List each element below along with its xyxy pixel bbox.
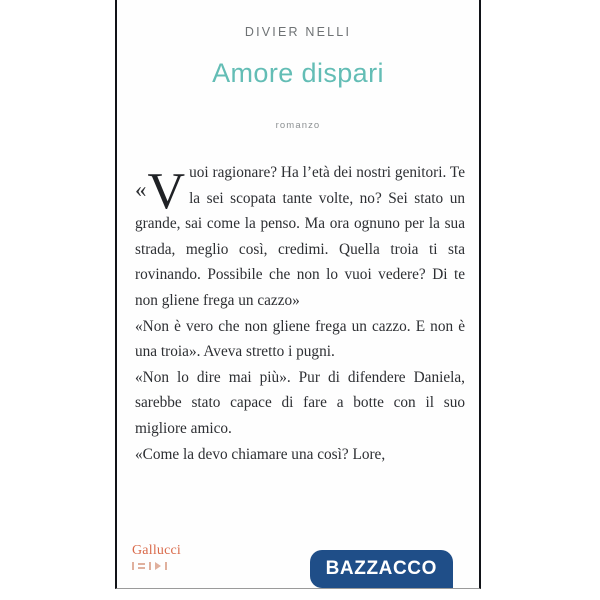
cover-header (117, 0, 479, 130)
glyph-bar-icon (149, 562, 151, 570)
imprint-badge: BAZZACCO (310, 550, 453, 588)
dropcap-letter: V (147, 163, 186, 221)
book-page (115, 0, 481, 589)
dropcap-cluster (135, 160, 186, 221)
excerpt-paragraph-1 (135, 160, 465, 314)
author-name: DIVIER NELLI (244, 25, 352, 39)
cover-footer (117, 532, 479, 588)
publisher-logo (132, 544, 204, 570)
glyph-equals-icon (138, 562, 145, 570)
excerpt-paragraph-2: «Non è vero che non gliene frega un cazzo. E non è una troia». Aveva stretto i pugni. (135, 317, 465, 361)
book-title: Amore dispari (212, 57, 384, 88)
excerpt-paragraph-4: «Come la devo chiamare una così? Lore, (135, 445, 386, 463)
open-guillemet-icon: « (135, 177, 147, 202)
publisher-wordmark: Gallucci (132, 543, 182, 558)
excerpt-text-block (135, 160, 465, 467)
glyph-bar-icon (165, 562, 167, 570)
glyph-bar-icon (132, 562, 134, 570)
book-subtitle: romanzo (275, 119, 321, 131)
excerpt-paragraph-1-text: uoi ragionare? Ha l’età dei nostri genitori. Te la sei scopata tante volte, no? Sei stato un grande, sai come la penso. Ma ora ognuno per la sua strada, meglio così, credimi. Quella troia ti sta rovinando. Possibile che non lo vuoi vedere? Di te non gliene frega un cazzo» (135, 164, 465, 309)
publisher-glyphs-icon (132, 561, 204, 570)
excerpt-paragraph-3: «Non lo dire mai più». Pur di difendere Daniela, sarebbe stato capace di fare a botte con il suo migliore amico. (135, 368, 465, 437)
glyph-triangle-icon (155, 562, 161, 570)
